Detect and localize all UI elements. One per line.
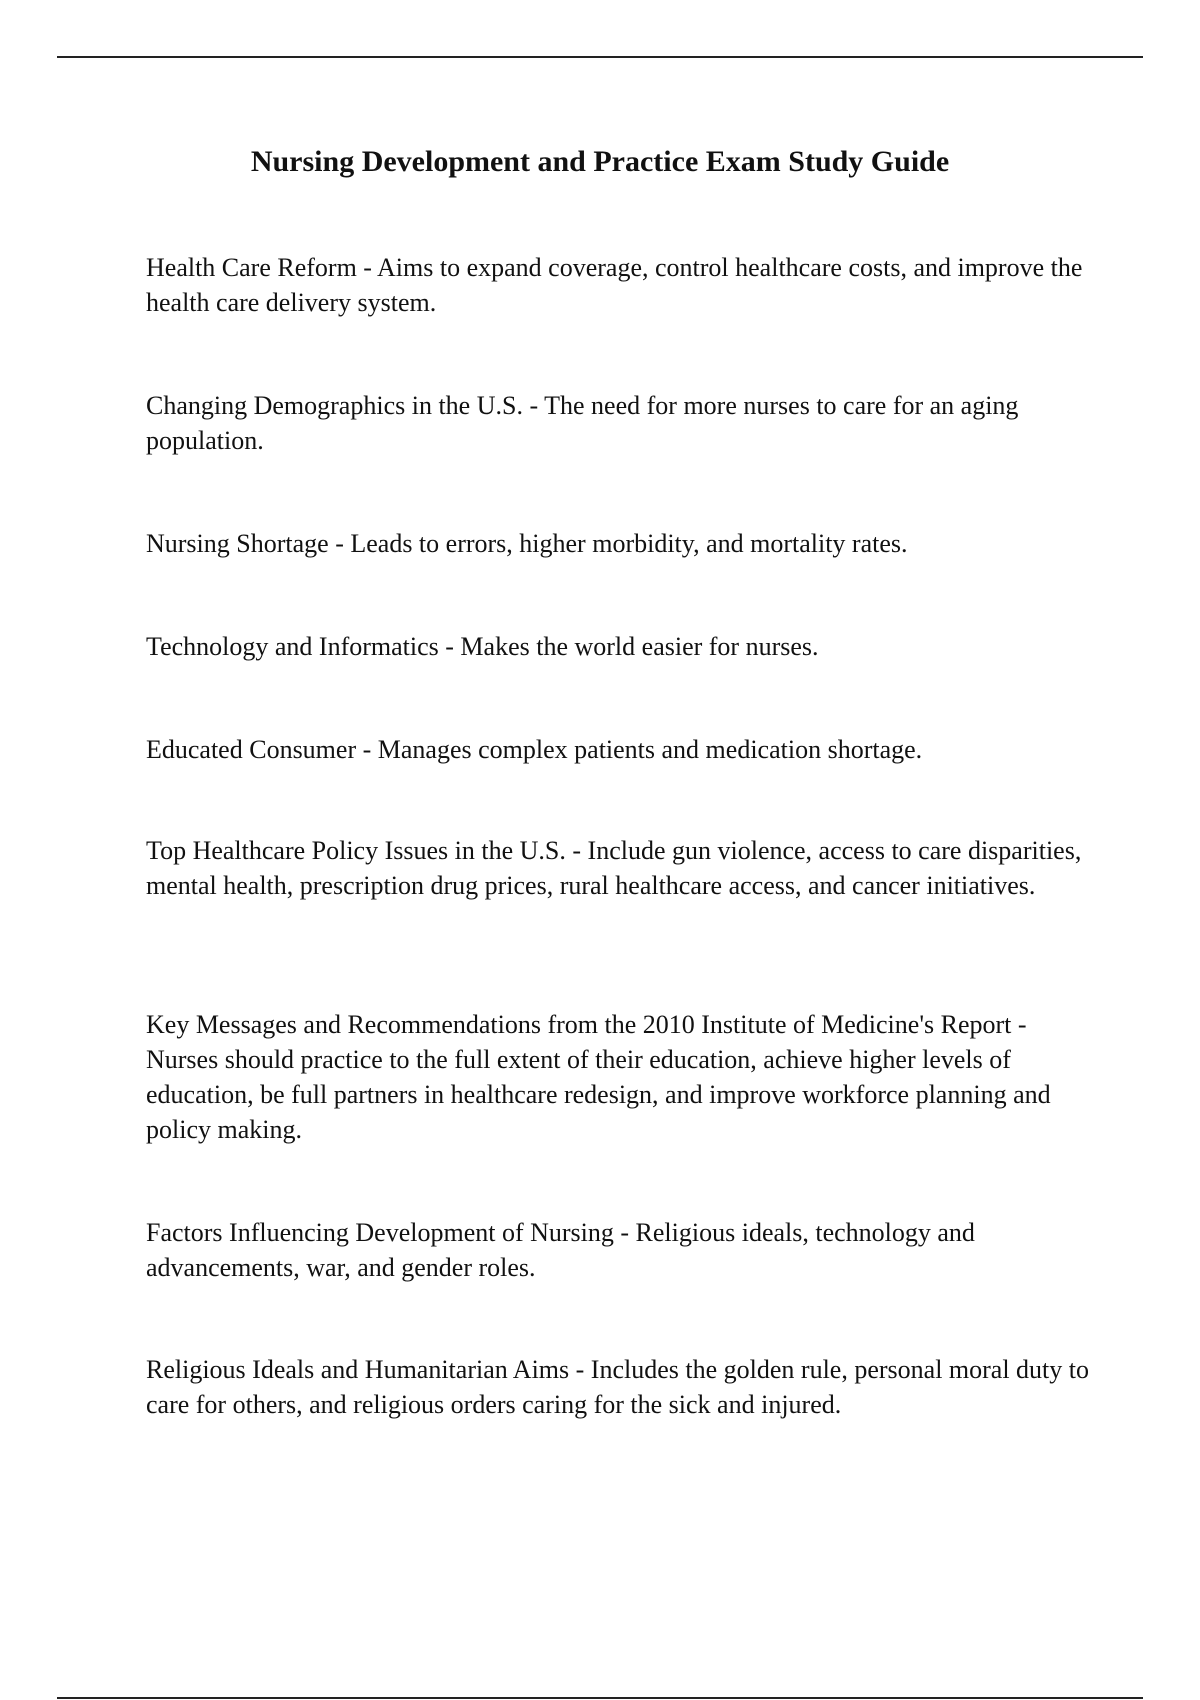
entry-top-policy-issues: Top Healthcare Policy Issues in the U.S. - Include gun violence, access to care disparities, mental health, prescription drug prices, rural healthcare access, and cancer initiatives. (146, 836, 1082, 900)
entry-health-care-reform: Health Care Reform - Aims to expand coverage, control healthcare costs, and improve the health care delivery system. (146, 253, 1083, 317)
entry-changing-demographics: Changing Demographics in the U.S. - The need for more nurses to care for an aging population. (146, 391, 1019, 455)
bottom-divider (57, 1697, 1143, 1699)
top-divider (57, 56, 1143, 58)
entry-religious-ideals: Religious Ideals and Humanitarian Aims - Includes the golden rule, personal moral duty to care for others, and religious orders caring for the sick and injured. (146, 1355, 1090, 1419)
document-title: Nursing Development and Practice Exam Study Guide (250, 145, 950, 178)
entry-factors-influencing: Factors Influencing Development of Nursing - Religious ideals, technology and advancements, war, and gender roles. (146, 1218, 975, 1282)
entry-iom-report: Key Messages and Recommendations from the 2010 Institute of Medicine's Report - Nurses should practice to the full extent of their education, achieve higher levels of education, be full partners in healthcare redesign, and improve workforce planning and policy making. (146, 1010, 1051, 1144)
entry-educated-consumer: Educated Consumer - Manages complex patients and medication shortage. (146, 735, 923, 764)
entry-technology-informatics: Technology and Informatics - Makes the world easier for nurses. (146, 632, 819, 661)
entry-nursing-shortage: Nursing Shortage - Leads to errors, higher morbidity, and mortality rates. (146, 529, 908, 558)
